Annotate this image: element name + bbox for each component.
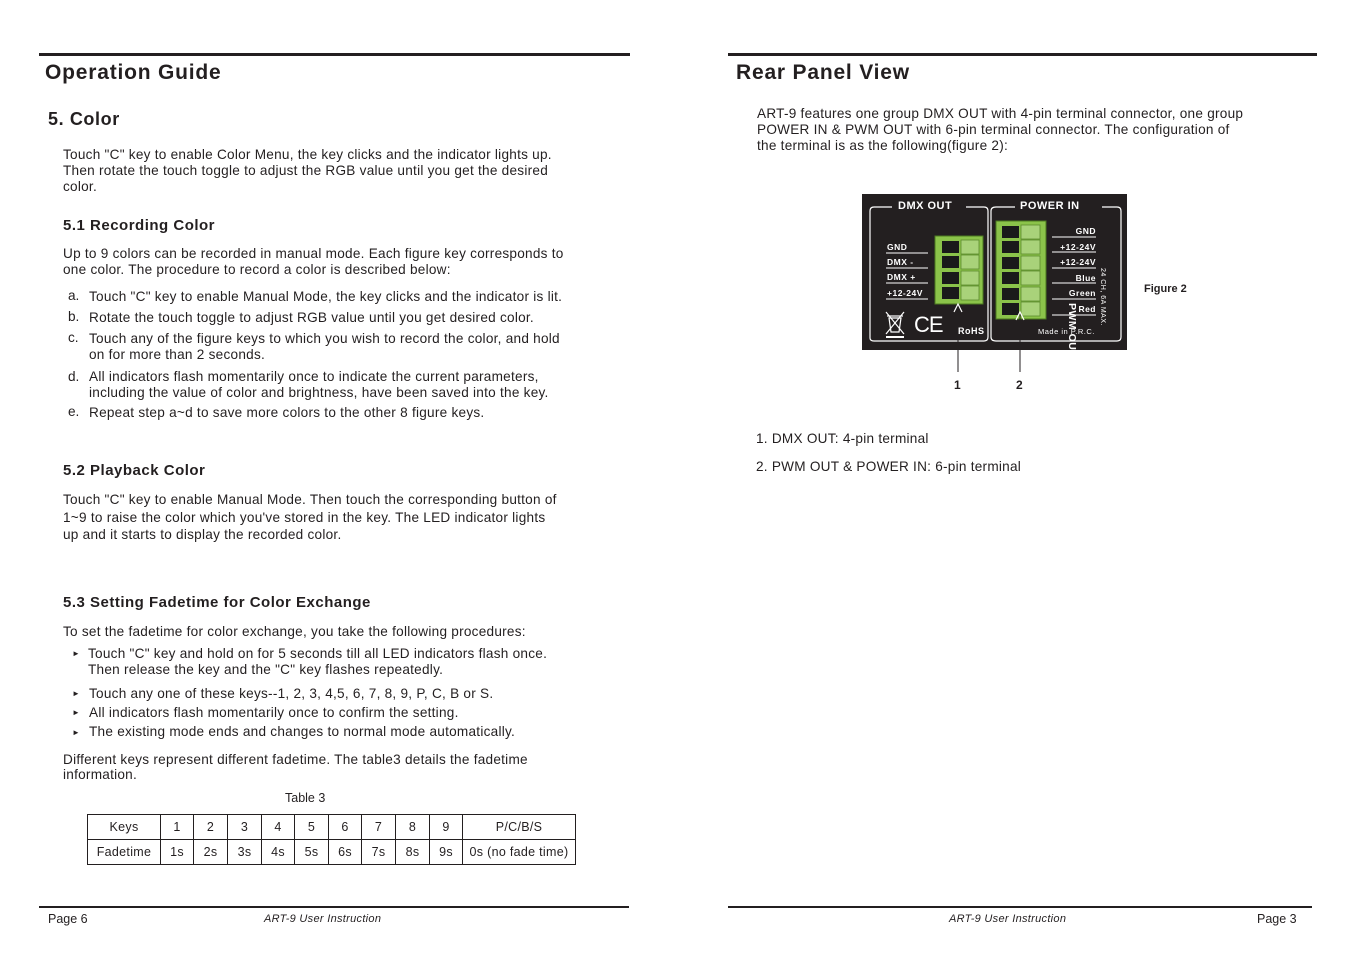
table-cell: 9 — [430, 815, 463, 840]
power-pin-label: +12-24V — [1060, 257, 1096, 267]
ce-mark-icon: CE — [914, 312, 943, 337]
page-number-right: Page 3 — [1257, 912, 1297, 926]
playback-title: 5.2 Playback Color — [63, 462, 206, 479]
step-letter: c. — [68, 330, 79, 345]
table-cell: P/C/B/S — [463, 815, 576, 840]
table-cell: 3 — [228, 815, 262, 840]
table-cell: 2s — [194, 840, 228, 865]
recording-title: 5.1 Recording Color — [63, 217, 216, 234]
top-rule-left — [39, 53, 630, 56]
table-cell: 0s (no fade time) — [463, 840, 576, 865]
list-item: Touch "C" key to enable Manual Mode, the key clicks and the indicator is lit. — [89, 289, 563, 304]
dmx-pin-label: GND — [887, 242, 908, 252]
step-letter: b. — [68, 309, 80, 324]
table-row — [88, 840, 576, 865]
playback-text: Touch "C" key to enable Manual Mode. Then touch the corresponding button of 1~9 to raise the color which you've stored in the key. The LED indicator lights up and it starts to display the recorded color. — [63, 492, 557, 542]
bottom-rule-right — [728, 906, 1312, 908]
bullet-icon: ► — [72, 689, 80, 698]
pwm-spec: 24 CH, 6A MAX. — [1099, 268, 1106, 326]
list-item: Repeat step a~d to save more colors to the other 8 figure keys. — [89, 405, 485, 420]
dmx-pin-label: DMX + — [887, 272, 916, 282]
list-item: The existing mode ends and changes to normal mode automatically. — [89, 724, 516, 739]
table-cell: 8s — [396, 840, 430, 865]
list-item: Rotate the touch toggle to adjust RGB value until you get desired color. — [89, 310, 534, 325]
page-number-left: Page 6 — [48, 912, 88, 926]
fadetime-outro: Different keys represent different fadetime. The table3 details the fadetime information. — [63, 752, 528, 782]
step-letter: a. — [68, 288, 80, 303]
table-cell: 6s — [329, 840, 362, 865]
table-cell: 3s — [228, 840, 262, 865]
table-cell: 2 — [194, 815, 228, 840]
power-pin-label: Green — [1068, 288, 1096, 298]
table-cell: 4 — [262, 815, 295, 840]
rear-panel-intro: ART-9 features one group DMX OUT with 4-pin terminal connector, one group POWER IN & PWM OUT with 6-pin terminal connector. The configuration of the terminal is as the following(figure 2): — [757, 106, 1244, 153]
list-item: All indicators flash momentarily once to indicate the current parameters, including the value of color and brightness, have been saved into the key. — [89, 369, 549, 400]
table-cell: 7 — [362, 815, 396, 840]
pwm-out-title: PWM OUT — [1066, 303, 1078, 358]
dmx-pin-label: +12-24V — [887, 288, 923, 298]
table-caption: Table 3 — [285, 791, 326, 805]
legend-item: 2. PWM OUT & POWER IN: 6-pin terminal — [756, 459, 1022, 474]
power-pin-label: Red — [1078, 304, 1096, 314]
figure-caption: Figure 2 — [1144, 283, 1187, 295]
step-letter: e. — [68, 404, 80, 419]
color-intro: Touch "C" key to enable Color Menu, the key clicks and the indicator lights up. Then rotate the touch toggle to adjust the RGB value until you get the desired color. — [63, 147, 552, 194]
table-row — [88, 815, 576, 840]
weee-icon — [886, 312, 904, 337]
fadetime-table — [87, 814, 576, 865]
recording-intro: Up to 9 colors can be recorded in manual mode. Each figure key corresponds to one color. The procedure to record a color is described below: — [63, 246, 564, 277]
callout-1: 1 — [954, 378, 961, 392]
rohs-mark: RoHS — [958, 326, 985, 336]
dmx-out-title: DMX OUT — [898, 200, 953, 212]
fadetime-intro: To set the fadetime for color exchange, you take the following procedures: — [63, 624, 526, 639]
top-rule-right — [728, 53, 1317, 56]
power-pin-label: Blue — [1075, 273, 1096, 283]
footer-title-left: ART-9 User Instruction — [264, 913, 382, 925]
table-cell: 8 — [396, 815, 430, 840]
page-title: Operation Guide — [45, 61, 222, 84]
table-cell: 4s — [262, 840, 295, 865]
step-letter: d. — [68, 369, 80, 384]
table-cell: 5 — [295, 815, 329, 840]
page-title-right: Rear Panel View — [736, 61, 910, 84]
list-item: All indicators flash momentarily once to confirm the setting. — [89, 705, 459, 720]
power-pin-label: +12-24V — [1060, 242, 1096, 252]
footer-title-right: ART-9 User Instruction — [949, 913, 1067, 925]
table-cell: 1 — [161, 815, 194, 840]
table-cell: 6 — [329, 815, 362, 840]
bottom-rule-left — [39, 906, 629, 908]
table-cell: Fadetime — [88, 840, 161, 865]
table-cell: 5s — [295, 840, 329, 865]
callout-2: 2 — [1016, 378, 1023, 392]
bullet-icon: ► — [72, 728, 80, 737]
list-item: Touch "C" key and hold on for 5 seconds till all LED indicators flash once. Then release the key and the "C" key flashes repeatedly. — [88, 646, 548, 677]
fadetime-title: 5.3 Setting Fadetime for Color Exchange — [63, 594, 371, 611]
section-title: 5. Color — [48, 109, 120, 129]
callout-lines — [940, 300, 1040, 380]
list-item: Touch any of the figure keys to which you wish to record the color, and hold on for more than 2 seconds. — [89, 331, 560, 362]
table-cell: Keys — [88, 815, 161, 840]
list-item: Touch any one of these keys--1, 2, 3, 4,5, 6, 7, 8, 9, P, C, B or S. — [89, 686, 494, 701]
bullet-icon: ► — [72, 708, 80, 717]
bullet-icon: ► — [72, 649, 80, 658]
legend-item: 1. DMX OUT: 4-pin terminal — [756, 431, 929, 446]
power-pin-label: GND — [1075, 226, 1096, 236]
made-in: Made in P.R.C. — [1038, 327, 1095, 336]
dmx-pin-label: DMX - — [887, 257, 914, 267]
power-in-title: POWER IN — [1020, 200, 1080, 212]
table-cell: 1s — [161, 840, 194, 865]
table-cell: 7s — [362, 840, 396, 865]
table-cell: 9s — [430, 840, 463, 865]
